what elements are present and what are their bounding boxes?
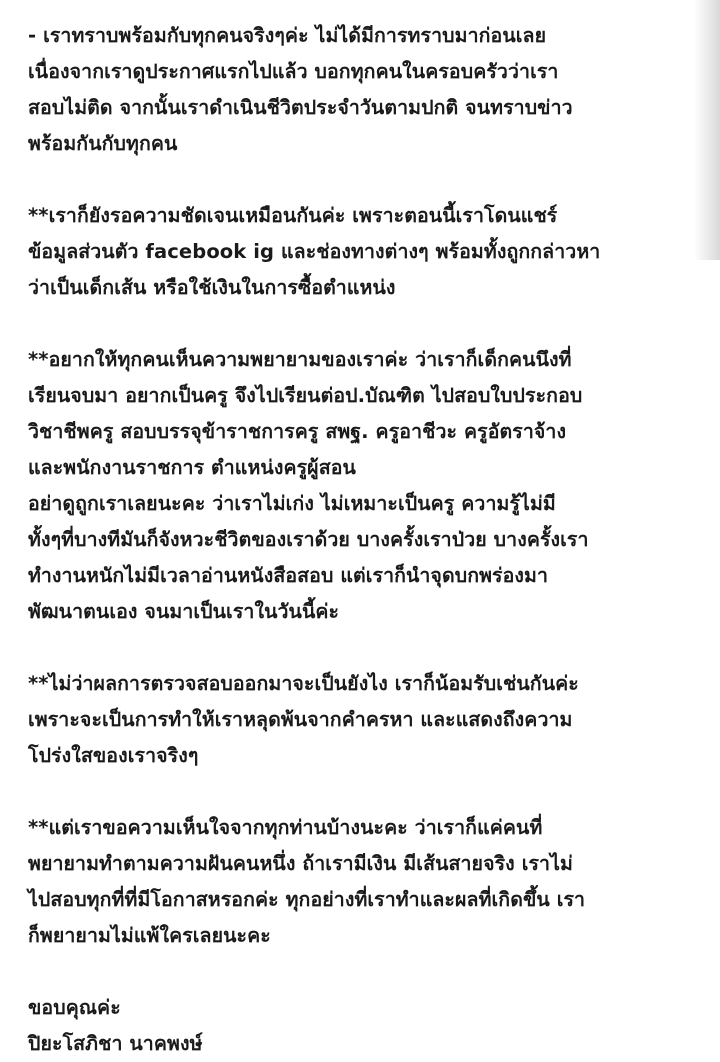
text-line: โปร่งใสของเราจริงๆ bbox=[28, 744, 199, 767]
paragraph-gap bbox=[28, 162, 704, 198]
paragraph-4 bbox=[28, 666, 704, 774]
text-line: **เราก็ยังรอความชัดเจนเหมือนกันค่ะ เพราะตอนนี้เราโดนแชร์ bbox=[28, 204, 558, 227]
text-line: ว่าเป็นเด็กเส้น หรือใช้เงินในการซื้อตำแหน่ง bbox=[28, 276, 396, 299]
text-line: **อยากให้ทุกคนเห็นความพยายามของเราค่ะ ว่าเราก็เด็กคนนึงที่ bbox=[28, 348, 572, 371]
text-line: อย่าดูถูกเราเลยนะคะ ว่าเราไม่เก่ง ไม่เหมาะเป็นครู ความรู้ไม่มี bbox=[28, 492, 556, 515]
paragraph-gap bbox=[28, 630, 704, 666]
text-line: ไปสอบทุกที่ที่มีโอกาสหรอกค่ะ ทุกอย่างที่เราทำและผลที่เกิดขึ้น เรา bbox=[28, 888, 586, 911]
text-line: ทั้งๆที่บางทีมันก็จังหวะชีวิตของเราด้วย บางครั้งเราป่วย บางครั้งเรา bbox=[28, 528, 589, 551]
statement-text bbox=[28, 18, 704, 1062]
text-line: **แต่เราขอความเห็นใจจากทุกท่านบ้างนะคะ ว่าเราก็แค่คนที่ bbox=[28, 816, 543, 839]
text-line: พยายามทำตามความฝันคนหนึ่ง ถ้าเรามีเงิน มีเส้นสายจริง เราไม่ bbox=[28, 852, 573, 875]
paragraph-gap bbox=[28, 774, 704, 810]
text-line: **ไม่ว่าผลการตรวจสอบออกมาจะเป็นยังไง เราก็น้อมรับเช่นกันค่ะ bbox=[28, 672, 579, 695]
paragraph-gap bbox=[28, 306, 704, 342]
text-line: วิชาชีพครู สอบบรรจุข้าราชการครู สพฐ. ครูอาชีวะ ครูอัตราจ้าง bbox=[28, 420, 567, 443]
text-line: สอบไม่ติด จากนั้นเราดำเนินชีวิตประจำวันตามปกติ จนทราบข่าว bbox=[28, 96, 573, 119]
text-line: - เราทราบพร้อมกับทุกคนจริงๆค่ะ ไม่ได้มีการทราบมาก่อนเลย bbox=[28, 24, 547, 47]
paragraph-gap bbox=[28, 954, 704, 990]
text-line: เพราะจะเป็นการทำให้เราหลุดพ้นจากคำครหา และแสดงถึงความ bbox=[28, 708, 573, 731]
signature-name: ปิยะโสภิชา นาคพงษ์ bbox=[28, 1032, 203, 1055]
text-line: เรียนจบมา อยากเป็นครู จึงไปเรียนต่อป.บัณฑิต ไปสอบใบประกอบ bbox=[28, 384, 583, 407]
text-line: ทำงานหนักไม่มีเวลาอ่านหนังสือสอบ แต่เราก็นำจุดบกพร่องมา bbox=[28, 564, 549, 587]
paragraph-5 bbox=[28, 810, 704, 954]
text-line: พัฒนาตนเอง จนมาเป็นเราในวันนี้ค่ะ bbox=[28, 600, 340, 623]
paragraph-3 bbox=[28, 342, 704, 630]
text-line: ก็พยายามไม่แพ้ใครเลยนะคะ bbox=[28, 924, 271, 947]
text-line: และพนักงานราชการ ตำแหน่งครูผู้สอน bbox=[28, 456, 356, 479]
paragraph-1 bbox=[28, 18, 704, 162]
paragraph-2 bbox=[28, 198, 704, 306]
text-line: ข้อมูลส่วนตัว facebook ig และช่องทางต่างๆ พร้อมทั้งถูกกล่าวหา bbox=[28, 240, 601, 263]
sign-off bbox=[28, 990, 704, 1062]
closing-text: ขอบคุณค่ะ bbox=[28, 996, 121, 1019]
text-line: เนื่องจากเราดูประกาศแรกไปแล้ว บอกทุกคนในครอบครัวว่าเรา bbox=[28, 60, 559, 83]
text-line: พร้อมกันกับทุกคน bbox=[28, 132, 178, 155]
